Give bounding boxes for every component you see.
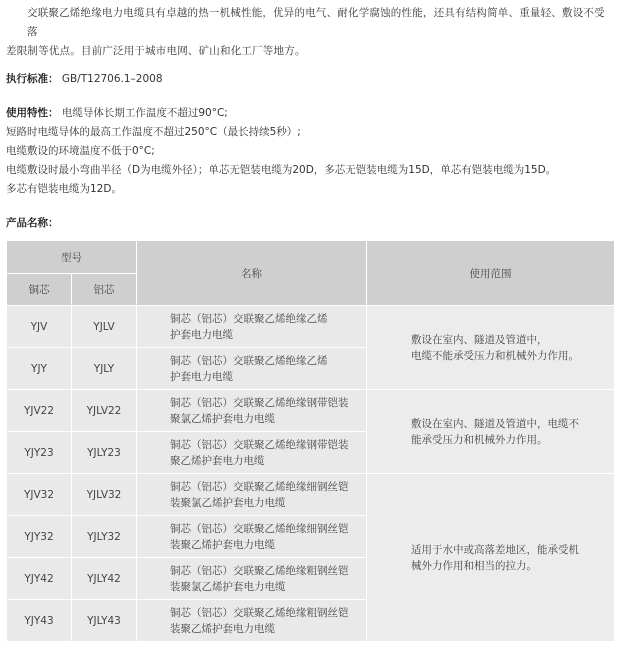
table-row: [7, 306, 615, 348]
cell-aluminum: YJLV: [72, 306, 137, 348]
feature-line: 电缆敷设的环境温度不低于0°C;: [6, 145, 155, 157]
cell-name: 铜芯（铝芯）交联聚乙烯绝缘钢带铠装 聚乙烯护套电力电缆: [137, 432, 367, 474]
cell-copper: YJY32: [7, 516, 72, 558]
intro-paragraph: [6, 4, 612, 61]
cell-aluminum: YJLY: [72, 348, 137, 390]
cell-name: 铜芯（铝芯）交联聚乙烯绝缘乙烯 护套电力电缆: [137, 348, 367, 390]
header-name: 名称: [137, 241, 367, 306]
cell-copper: YJV32: [7, 474, 72, 516]
cell-name: 铜芯（铝芯）交联聚乙烯绝缘钢带铠装 聚氯乙烯护套电力电缆: [137, 390, 367, 432]
intro-line-1: 交联聚乙烯绝缘电力电缆具有卓越的热一机械性能，优异的电气、耐化学腐蚀的性能，还具有结构简单、重量轻、敷设不受落: [27, 7, 605, 38]
standard-label: 执行标准：: [6, 73, 59, 85]
cell-copper: YJY23: [7, 432, 72, 474]
cell-scope: 敷设在室内、隧道及管道中，电缆不 能承受压力和机械外力作用。: [367, 390, 615, 474]
cell-name: 铜芯（铝芯）交联聚乙烯绝缘乙烯 护套电力电缆: [137, 306, 367, 348]
standard-section: [6, 70, 163, 88]
cell-aluminum: YJLY43: [72, 600, 137, 642]
cell-copper: YJV22: [7, 390, 72, 432]
cell-aluminum: YJLV32: [72, 474, 137, 516]
cell-copper: YJY: [7, 348, 72, 390]
header-scope: 使用范围: [367, 241, 615, 306]
feature-line: 电缆导体长期工作温度不超过90°C;: [61, 107, 228, 119]
features-label: 使用特性：: [6, 107, 59, 119]
cell-scope: 适用于水中或高落差地区，能承受机 械外力作用和相当的拉力。: [367, 474, 615, 642]
cell-name: 铜芯（铝芯）交联聚乙烯绝缘细钢丝铠 装聚氯乙烯护套电力电缆: [137, 474, 367, 516]
cell-aluminum: YJLV22: [72, 390, 137, 432]
cell-copper: YJY42: [7, 558, 72, 600]
feature-line: 多芯有铠装电缆为12D。: [6, 183, 122, 195]
feature-line: 短路时电缆导体的最高工作温度不超过250°C（最长持续5秒）;: [6, 126, 301, 138]
header-copper: 铜芯: [7, 274, 72, 306]
cell-aluminum: YJLY23: [72, 432, 137, 474]
header-model: 型号: [7, 241, 137, 274]
cell-copper: YJV: [7, 306, 72, 348]
intro-line-2: 差限制等优点。目前广泛用于城市电网、矿山和化工厂等地方。: [6, 45, 306, 57]
cell-scope: 敷设在室内、隧道及管道中， 电缆不能承受压力和机械外力作用。: [367, 306, 615, 390]
cell-aluminum: YJLY42: [72, 558, 137, 600]
feature-line: 电缆敷设时最小弯曲半径（D为电缆外径）；单芯无铠装电缆为20D，多芯无铠装电缆为15D，单芯有铠装电缆为15D。: [6, 164, 557, 176]
cell-copper: YJY43: [7, 600, 72, 642]
product-name-label: 产品名称：: [6, 217, 59, 229]
standard-value: GB/T12706.1–2008: [61, 73, 163, 85]
features-section: [6, 104, 616, 199]
cell-aluminum: YJLY32: [72, 516, 137, 558]
table-row: [7, 474, 615, 516]
cell-name: 铜芯（铝芯）交联聚乙烯绝缘细钢丝铠 装聚乙烯护套电力电缆: [137, 516, 367, 558]
cell-name: 铜芯（铝芯）交联聚乙烯绝缘粗钢丝铠 装聚乙烯护套电力电缆: [137, 600, 367, 642]
table-row: [7, 390, 615, 432]
cell-name: 铜芯（铝芯）交联聚乙烯绝缘粗钢丝铠 装聚氯乙烯护套电力电缆: [137, 558, 367, 600]
product-table: [6, 240, 615, 642]
header-aluminum: 铝芯: [72, 274, 137, 306]
